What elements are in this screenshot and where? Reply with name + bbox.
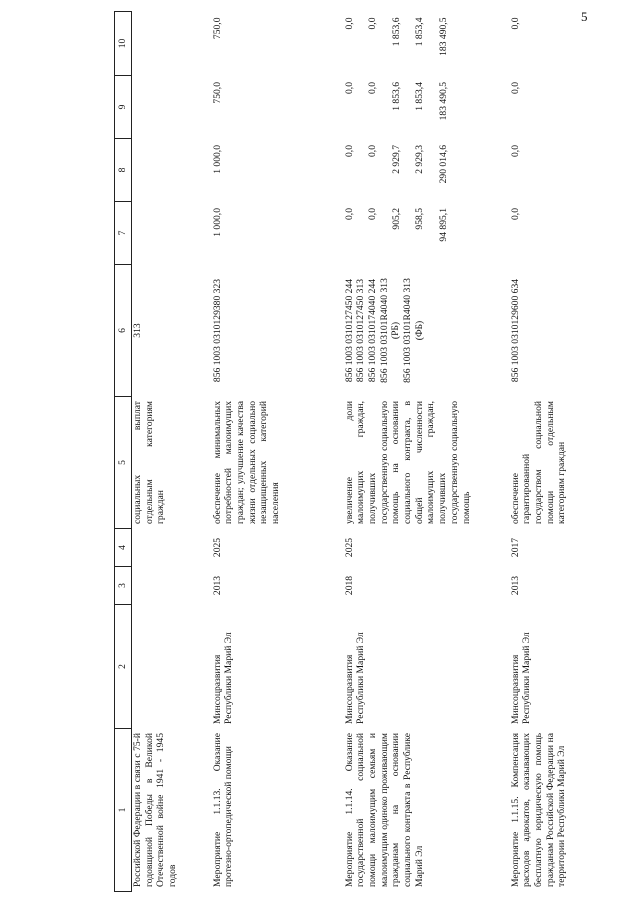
end-year-cell: 2025 [343,537,355,558]
budget-code-cell [330,265,498,397]
amount-value: 1 000,0 [211,145,223,174]
budget-code-cell [498,265,610,397]
start-year-cell: 2013 [211,575,223,596]
measure-name-cell: Российской Федерации в связи с 75-й годовщиной Победы в Великой Отечественной войне 1941 - 1945 годов [132,733,179,887]
header-cell: 5 [115,397,132,529]
header-row [115,12,132,892]
header-cell: 7 [115,202,132,265]
amount-value: 1 853,4 [414,17,426,47]
amount-value: 750,0 [211,82,223,104]
budget-code: 856 1003 03101R4040 313 (ФБ) [402,278,425,383]
expected-result-cell: увеличение доли малоимущих граждан, получивших государственную социальную помощь на основании социального контракта, в общей численности малоимущих граждан, получивших государственную социальную помощь [343,401,472,524]
start-year-cell: 2013 [509,575,521,596]
amount-value: 183 490,5 [437,17,449,56]
amount-cell [498,139,610,202]
amount-cell [132,202,202,265]
end-year-cell [132,529,202,567]
budget-code-cell [132,265,202,397]
start-year-cell: 2018 [343,575,355,596]
budget-code: 856 1003 0310127450 244 [343,278,355,383]
amount-value: 0,0 [343,82,355,94]
budget-code: 856 1003 0310174040 244 [366,278,378,383]
executor-cell: Минсоцразвития Республики Марий Эл [509,632,533,724]
amount-value: 1 853,6 [390,82,402,111]
header-cell: 3 [115,567,132,605]
budget-code: 856 1003 0310127450 313 [355,278,367,383]
amount-cell [330,12,498,76]
amount-value: 0,0 [367,17,379,30]
budget-code: 313 [132,323,143,338]
amount-value: 94 895,1 [437,208,449,242]
amount-cell [498,76,610,139]
amount-cell [202,139,330,202]
amount-value: 0,0 [343,208,355,220]
header-cell: 9 [115,76,132,139]
table-row [498,12,610,892]
amount-cell [132,12,202,76]
amount-value: 905,2 [390,208,402,230]
header-cell: 2 [115,605,132,729]
amount-value: 290 014,6 [437,145,449,184]
budget-code: 856 1003 0310129380 323 [211,278,223,383]
amount-cell [202,12,330,76]
budget-code-cell [202,265,330,397]
header-cell: 4 [115,529,132,567]
budget-code: 856 1003 0310129600 634 [509,278,521,383]
expected-result-cell: обеспечение минимальных потребностей малоимущих граждан; улучшение качества жизни отдельных социально незащищенных категорий населения [211,401,282,524]
end-year-cell: 2017 [509,537,521,558]
page-number: 5 [581,9,588,24]
amount-cell [330,202,498,265]
amount-value: 0,0 [343,145,355,157]
amount-value: 0,0 [343,17,355,30]
amount-value: 1 853,6 [390,17,402,47]
executor-cell: Минсоцразвития Республики Марий Эл [211,632,235,724]
amount-value: 0,0 [509,145,521,157]
amount-value: 0,0 [367,82,379,94]
header-cell: 10 [115,12,132,76]
amount-value: 958,5 [414,208,426,230]
amount-cell [498,12,610,76]
amount-value: 1 853,4 [414,82,426,111]
amount-cell [132,76,202,139]
amount-cell [498,202,610,265]
amount-value: 0,0 [367,145,379,157]
amount-value: 750,0 [211,17,223,40]
executor-cell: Минсоцразвития Республики Марий Эл [343,632,367,724]
amount-cell [132,139,202,202]
amount-value: 2 929,3 [414,145,426,174]
amount-value: 2 929,7 [390,145,402,174]
measure-name-cell: Мероприятие 1.1.14. Оказание государственной социальной помощи малоимущим семьям и малоимущим одиноко проживающим гражданам на основании социального контракта в Республике Марий Эл [343,733,425,887]
header-cell: 6 [115,265,132,397]
measure-name-cell: Мероприятие 1.1.13. Оказание протезно-ортопедической помощи [211,733,235,887]
start-year-cell [132,567,202,605]
amount-value: 183 490,5 [437,82,449,121]
rotated-table-sheet [114,12,638,892]
table-row [330,12,498,892]
expected-result-cell: социальных выплат отдельным категориям граждан [132,401,167,524]
amount-value: 0,0 [367,208,379,220]
amount-cell [202,202,330,265]
amount-value: 0,0 [509,82,521,94]
executor-cell [132,605,202,729]
amount-value: 0,0 [509,17,521,30]
measure-name-cell: Мероприятие 1.1.15. Компенсация расходов адвокатов, оказывающих бесплатную юридическую помощь гражданам Российской Федерации на территории Республики Марий Эл [509,733,568,887]
amount-cell [202,76,330,139]
amount-value: 0,0 [509,208,521,220]
budget-code: 856 1003 03101R4040 313 (РБ) [378,278,402,383]
table-row [202,12,330,892]
program-measures-table [114,11,610,892]
amount-value: 1 000,0 [211,208,223,237]
header-cell: 1 [115,729,132,892]
table-row [132,12,202,892]
expected-result-cell: обеспечение гарантированной государством социальной помощи отдельным категориям граждан [509,401,568,524]
amount-cell [330,76,498,139]
end-year-cell: 2025 [211,537,223,558]
header-cell: 8 [115,139,132,202]
amount-cell [330,139,498,202]
